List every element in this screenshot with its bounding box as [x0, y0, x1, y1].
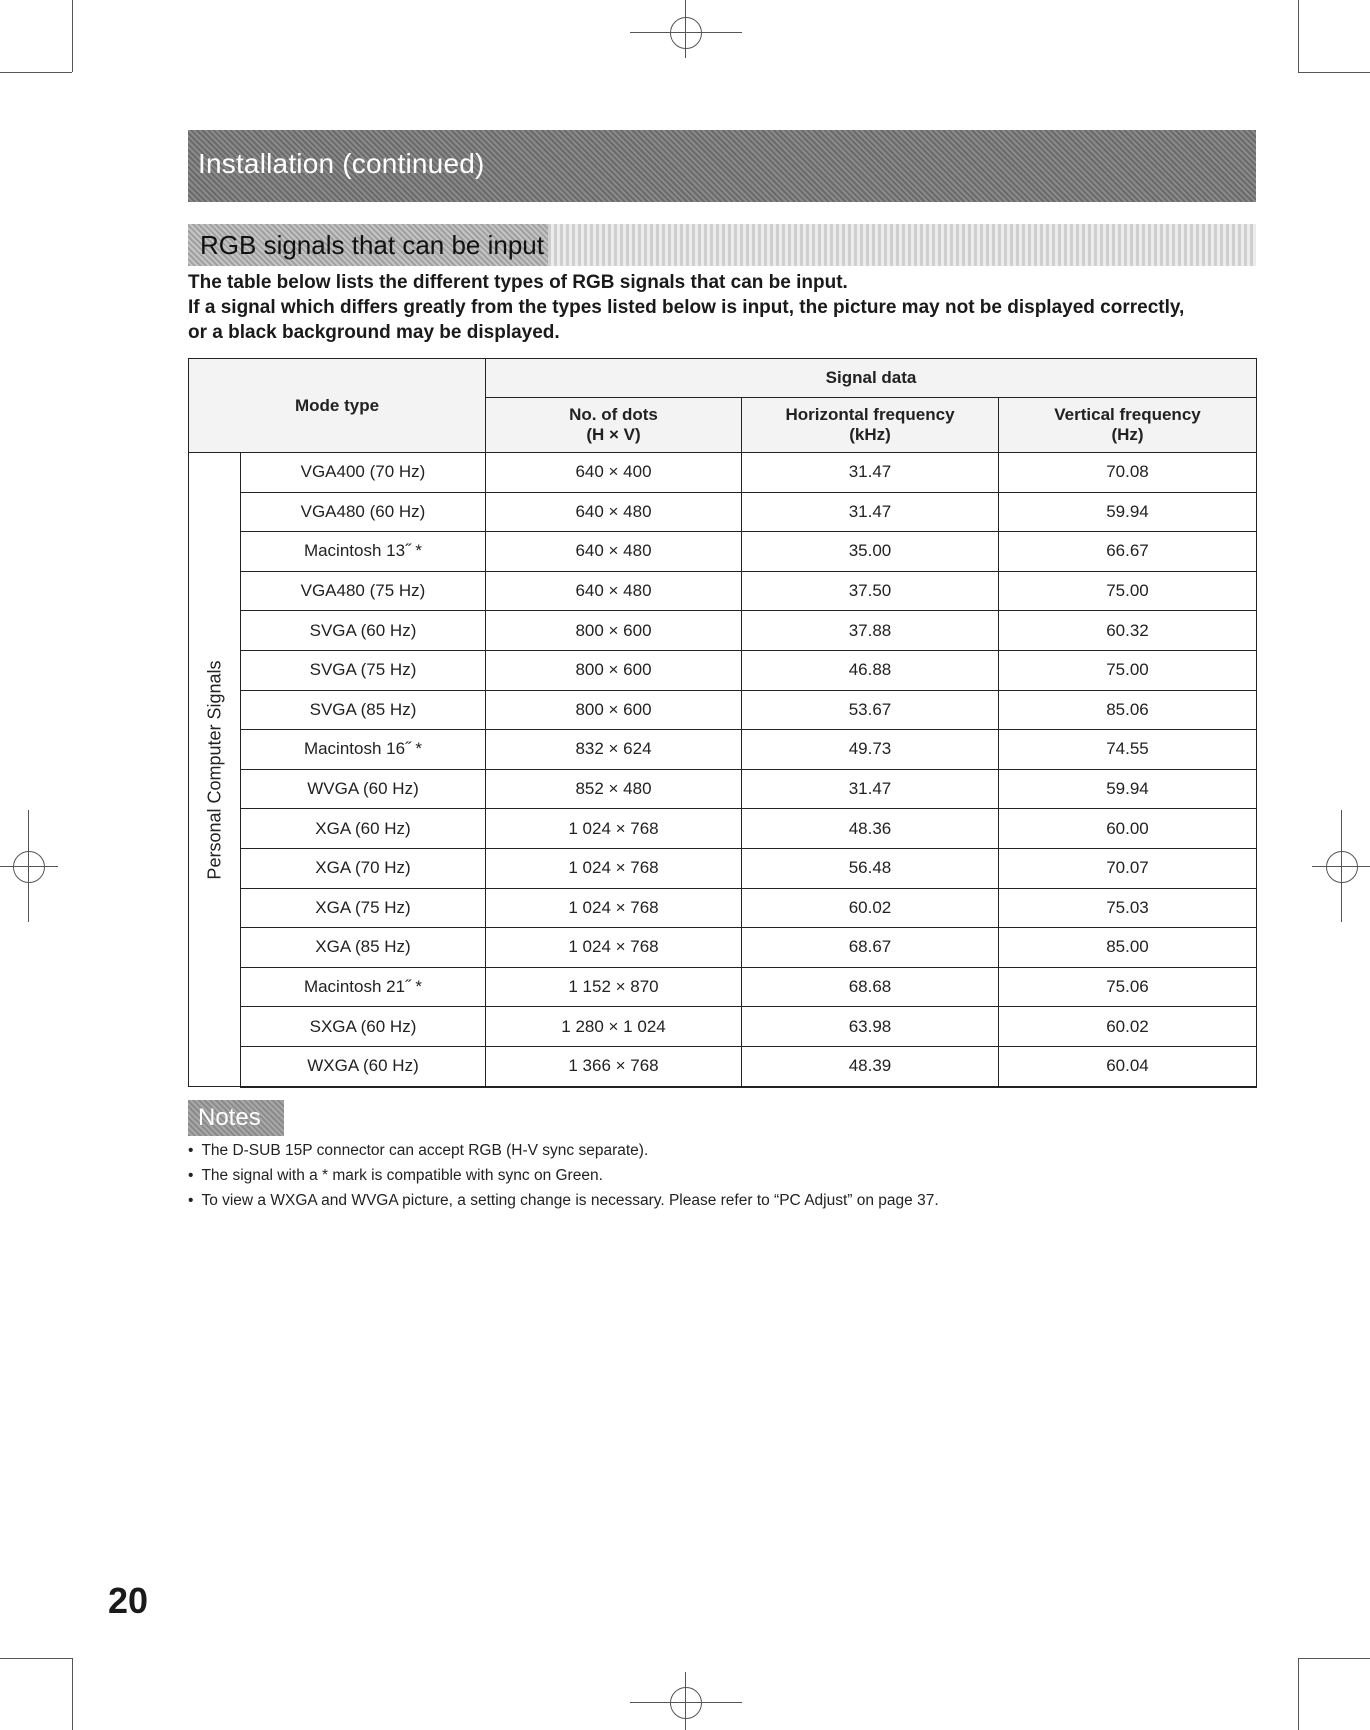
dots-cell: 852 × 480 [486, 769, 742, 809]
horizontal-frequency-cell: 31.47 [742, 492, 999, 532]
dots-cell: 1 280 × 1 024 [486, 1007, 742, 1047]
horizontal-frequency-cell: 48.39 [742, 1046, 999, 1086]
table-row [189, 809, 1257, 849]
mode-cell: SVGA (60 Hz) [241, 611, 486, 651]
mode-cell: SVGA (75 Hz) [241, 650, 486, 690]
crop-mark [72, 0, 73, 72]
vertical-frequency-cell: 66.67 [999, 532, 1257, 572]
dots-cell: 1 152 × 870 [486, 967, 742, 1007]
horizontal-frequency-cell: 56.48 [742, 848, 999, 888]
horizontal-frequency-cell: 35.00 [742, 532, 999, 572]
group-label: Personal Computer Signals [204, 659, 224, 880]
mode-cell: Macintosh 21˝ * [241, 967, 486, 1007]
table-row [189, 690, 1257, 730]
page-number: 20 [108, 1580, 149, 1621]
horizontal-frequency-cell: 68.67 [742, 928, 999, 968]
horizontal-frequency-header: Horizontal frequency (kHz) [742, 398, 999, 453]
table-row [189, 769, 1257, 809]
intro-line: If a signal which differs greatly from the types listed below is input, the picture may not be displayed correctly, [188, 297, 1185, 318]
vertical-frequency-cell: 85.06 [999, 690, 1257, 730]
mode-cell: Macintosh 13˝ * [241, 532, 486, 572]
dots-cell: 800 × 600 [486, 611, 742, 651]
horizontal-frequency-cell: 53.67 [742, 690, 999, 730]
vertical-frequency-cell: 75.03 [999, 888, 1257, 928]
dots-cell: 640 × 480 [486, 492, 742, 532]
table-row [189, 650, 1257, 690]
crop-mark [1298, 1658, 1299, 1730]
notes-list [188, 1138, 1258, 1213]
vertical-frequency-cell: 60.00 [999, 809, 1257, 849]
horizontal-frequency-cell: 31.47 [742, 769, 999, 809]
mode-cell: SVGA (85 Hz) [241, 690, 486, 730]
dots-cell: 1 024 × 768 [486, 809, 742, 849]
horizontal-frequency-cell: 31.47 [742, 453, 999, 493]
mode-cell: XGA (85 Hz) [241, 928, 486, 968]
table-row [189, 888, 1257, 928]
vertical-frequency-cell: 75.06 [999, 967, 1257, 1007]
subsection-header [188, 224, 1256, 266]
mode-cell: SXGA (60 Hz) [241, 1007, 486, 1047]
dots-header: No. of dots (H × V) [486, 398, 742, 453]
table-row [189, 453, 1257, 493]
crop-mark [0, 72, 72, 73]
notes-label: Notes [188, 1100, 284, 1136]
mode-cell: WXGA (60 Hz) [241, 1046, 486, 1086]
dots-cell: 800 × 600 [486, 690, 742, 730]
registration-circle [1326, 851, 1358, 883]
crop-mark [1298, 0, 1299, 72]
registration-circle [13, 851, 45, 883]
crop-mark [1298, 72, 1370, 73]
vertical-frequency-cell: 70.07 [999, 848, 1257, 888]
table-body [189, 453, 1257, 1087]
rgb-signal-table [188, 358, 1257, 1088]
mode-cell: XGA (60 Hz) [241, 809, 486, 849]
table-row [189, 611, 1257, 651]
subsection-title: RGB signals that can be input [200, 230, 544, 260]
horizontal-frequency-cell: 37.50 [742, 571, 999, 611]
dots-cell: 1 024 × 768 [486, 888, 742, 928]
horizontal-frequency-cell: 68.68 [742, 967, 999, 1007]
table-row [189, 1046, 1257, 1086]
vertical-frequency-cell: 59.94 [999, 769, 1257, 809]
horizontal-frequency-cell: 46.88 [742, 650, 999, 690]
horizontal-frequency-cell: 49.73 [742, 730, 999, 770]
dots-cell: 1 366 × 768 [486, 1046, 742, 1086]
intro-line: or a black background may be displayed. [188, 322, 560, 343]
table-row [189, 532, 1257, 572]
mode-cell: XGA (70 Hz) [241, 848, 486, 888]
note-item: • To view a WXGA and WVGA picture, a setting change is necessary. Please refer to “PC Adjust” on page 37. [188, 1188, 1258, 1213]
section-header [188, 130, 1256, 202]
dots-cell: 800 × 600 [486, 650, 742, 690]
vertical-frequency-cell: 60.32 [999, 611, 1257, 651]
horizontal-frequency-cell: 37.88 [742, 611, 999, 651]
dots-cell: 1 024 × 768 [486, 928, 742, 968]
registration-circle [670, 17, 702, 49]
table-row [189, 848, 1257, 888]
mode-cell: VGA480 (75 Hz) [241, 571, 486, 611]
mode-type-header: Mode type [189, 359, 486, 453]
group-cell [189, 453, 241, 1087]
vertical-frequency-cell: 75.00 [999, 650, 1257, 690]
mode-cell: VGA400 (70 Hz) [241, 453, 486, 493]
registration-circle [670, 1687, 702, 1719]
table-row [189, 967, 1257, 1007]
vertical-frequency-cell: 60.02 [999, 1007, 1257, 1047]
dots-cell: 640 × 400 [486, 453, 742, 493]
vertical-frequency-cell: 60.04 [999, 1046, 1257, 1086]
vertical-frequency-header: Vertical frequency (Hz) [999, 398, 1257, 453]
horizontal-frequency-cell: 60.02 [742, 888, 999, 928]
mode-cell: XGA (75 Hz) [241, 888, 486, 928]
intro-text [188, 270, 1258, 345]
dots-cell: 640 × 480 [486, 571, 742, 611]
crop-mark [0, 1658, 72, 1659]
dots-cell: 1 024 × 768 [486, 848, 742, 888]
section-title: Installation (continued) [198, 148, 485, 179]
vertical-frequency-cell: 85.00 [999, 928, 1257, 968]
vertical-frequency-cell: 75.00 [999, 571, 1257, 611]
note-item: • The signal with a * mark is compatible with sync on Green. [188, 1163, 1258, 1188]
table-row [189, 1007, 1257, 1047]
vertical-frequency-cell: 59.94 [999, 492, 1257, 532]
horizontal-frequency-cell: 63.98 [742, 1007, 999, 1047]
signal-data-header: Signal data [486, 359, 1257, 398]
note-item: • The D-SUB 15P connector can accept RGB (H-V sync separate). [188, 1138, 1258, 1163]
crop-mark [1298, 1658, 1370, 1659]
mode-cell: Macintosh 16˝ * [241, 730, 486, 770]
table-row [189, 492, 1257, 532]
dots-cell: 640 × 480 [486, 532, 742, 572]
table-row [189, 730, 1257, 770]
mode-cell: WVGA (60 Hz) [241, 769, 486, 809]
vertical-frequency-cell: 74.55 [999, 730, 1257, 770]
crop-mark [72, 1658, 73, 1730]
mode-cell: VGA480 (60 Hz) [241, 492, 486, 532]
horizontal-frequency-cell: 48.36 [742, 809, 999, 849]
table-row [189, 928, 1257, 968]
intro-line: The table below lists the different types of RGB signals that can be input. [188, 272, 848, 293]
table-row [189, 571, 1257, 611]
dots-cell: 832 × 624 [486, 730, 742, 770]
vertical-frequency-cell: 70.08 [999, 453, 1257, 493]
